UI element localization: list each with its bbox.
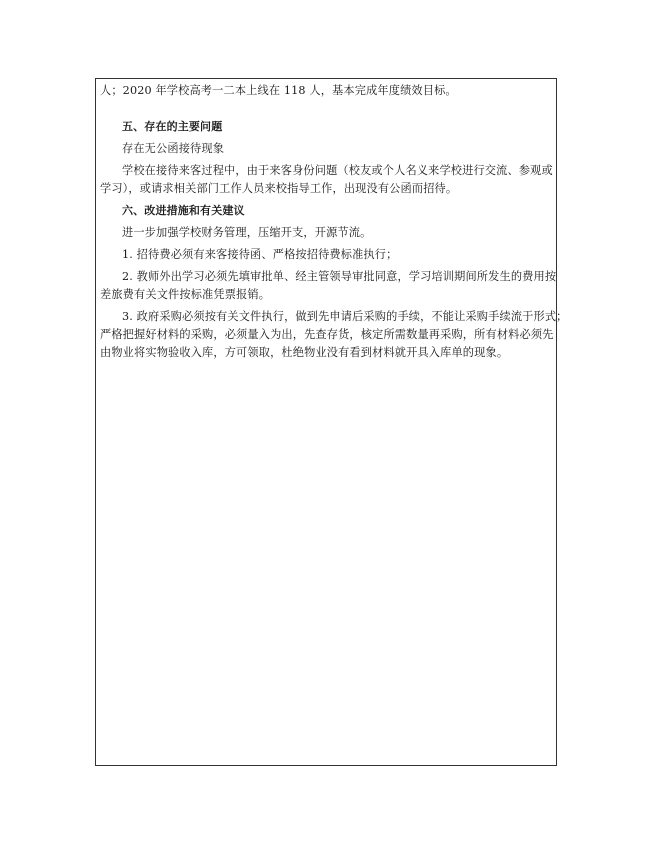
section6-item-3-line-2: 严格把握好材料的采购，必须量入为出，先查存货，核定所需数量再采购，所有材料必须先 <box>100 328 554 341</box>
section5-paragraph-2-line-2: 学习），或请求相关部门工作人员来校指导工作，出现没有公函而招待。 <box>100 182 458 195</box>
section5-heading: 五、存在的主要问题 <box>122 120 223 133</box>
section5-paragraph-2-line-1: 学校在接待来客过程中，由于来客身份问题（校友或个人名义来学校进行交流、参观或 <box>122 164 553 177</box>
section5-paragraph-1: 存在无公函接待现象 <box>122 142 225 155</box>
section6-item-3-line-3: 由物业将实物验收入库，方可领取，杜绝物业没有看到材料就开具入库单的现象。 <box>100 346 509 359</box>
section6-item-3-line-1: 3. 政府采购必须按有关文件执行，做到先申请后采购的手续，不能让采购手续流于形式； <box>122 310 568 323</box>
section6-item-2-line-1: 2. 教师外出学习必须先填审批单、经主管领导审批同意，学习培训期间所发生的费用按 <box>122 270 557 283</box>
section6-heading: 六、改进措施和有关建议 <box>122 204 245 217</box>
document-body <box>100 82 568 362</box>
section6-item-2-line-2: 差旅费有关文件按标准凭票报销。 <box>100 288 271 301</box>
intro-continuation: 人；2020 年学校高考一二本上线在 118 人，基本完成年度绩效目标。 <box>100 84 457 97</box>
section6-item-1: 1. 招待费必须有来客接待函、严格按招待费标准执行； <box>122 248 398 261</box>
section6-paragraph-1: 进一步加强学校财务管理，压缩开支，开源节流。 <box>122 226 372 239</box>
